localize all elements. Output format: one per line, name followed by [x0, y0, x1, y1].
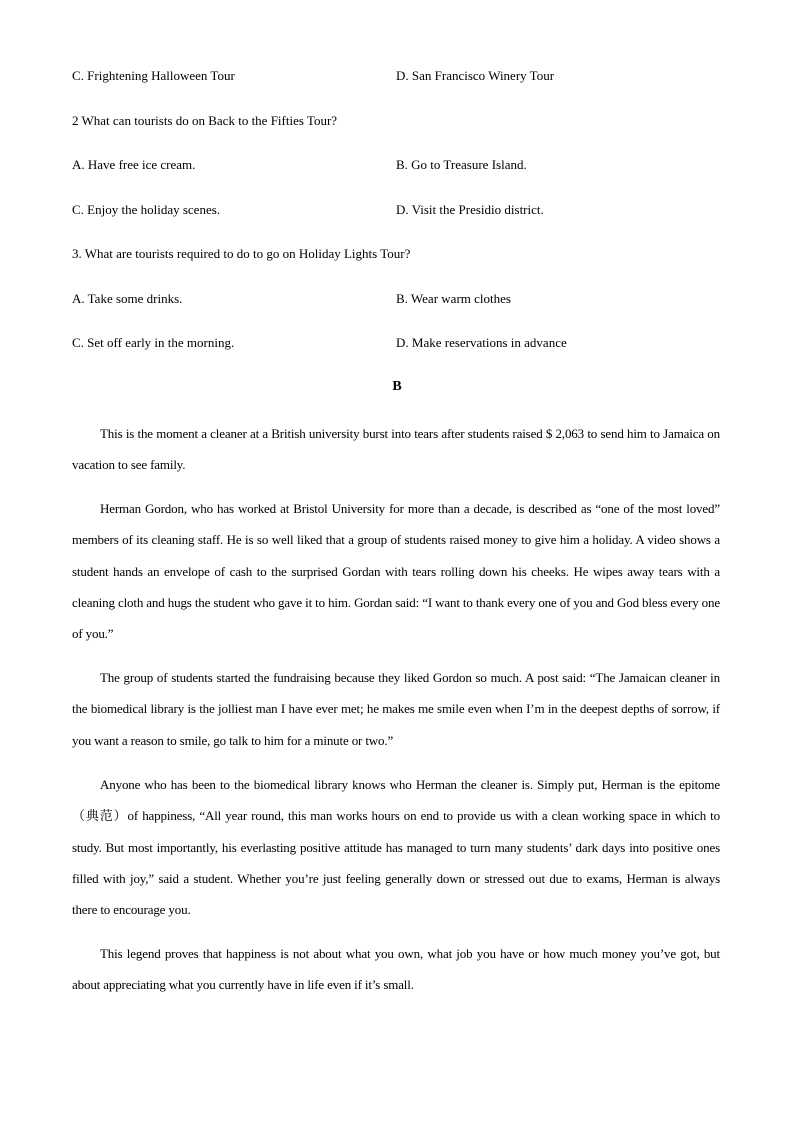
- paragraph-4: Anyone who has been to the biomedical library knows who Herman the cleaner is. Simply put, Herman is the epitome（典范）of happiness, “All year round, this man works hours on end to provide us with a clean working space in which to study. But most importantly, his everlasting positive attitude has managed to turn many students’ dark days into positive ones filled with joy,” said a student. Whether you’re just feeling generally down or stressed out due to exams, Herman is always there to encourage you.: [72, 777, 720, 918]
- q3-question-row: [72, 244, 722, 264]
- q1-options-row-cd: [72, 66, 722, 86]
- section-b-title: B: [392, 379, 402, 394]
- q3-options-row-cd: [72, 333, 722, 353]
- q1-option-c: C. Frightening Halloween Tour: [72, 68, 235, 83]
- q2-options-row-cd: [72, 200, 722, 220]
- q3-option-b: B. Wear warm clothes: [396, 291, 511, 306]
- q3-options-row-ab: [72, 289, 722, 309]
- q3-option-c: C. Set off early in the morning.: [72, 335, 235, 350]
- paragraph-2: Herman Gordon, who has worked at Bristol University for more than a decade, is described as “one of the most loved” members of its cleaning staff. He is so well liked that a group of students raised money to give him a holiday. A video shows a student hands an envelope of cash to the surprised Gordan with tears rolling down his cheeks. He wipes away tears with a cleaning cloth and hugs the student who gave it to him. Gordan said: “I want to thank every one of you and God bless every one of you.”: [72, 501, 720, 642]
- q3-question: 3. What are tourists required to do to go on Holiday Lights Tour?: [72, 246, 411, 261]
- paragraph-1: This is the moment a cleaner at a British university burst into tears after students raised $ 2,063 to send him to Jamaica on vacation to see family.: [72, 426, 720, 473]
- q2-question-row: [72, 111, 722, 131]
- q2-option-d: D. Visit the Presidio district.: [396, 202, 544, 217]
- paragraph-5: This legend proves that happiness is not about what you own, what job you have or how much money you’ve got, but about appreciating what you currently have in life even if it’s small.: [72, 946, 720, 993]
- q3-option-d: D. Make reservations in advance: [396, 335, 567, 350]
- q3-option-a: A. Take some drinks.: [72, 291, 183, 306]
- q1-option-d: D. San Francisco Winery Tour: [396, 68, 555, 83]
- q2-option-b: B. Go to Treasure Island.: [396, 157, 527, 172]
- q2-options-row-ab: [72, 155, 722, 175]
- q2-question: 2 What can tourists do on Back to the Fifties Tour?: [72, 113, 338, 128]
- paragraph-3: The group of students started the fundraising because they liked Gordon so much. A post said: “The Jamaican cleaner in the biomedical library is the jolliest man I have ever met; he makes me smile even when I’m in the deepest depths of sorrow, if you want a reason to smile, go talk to him for a minute or two.”: [72, 670, 720, 748]
- q2-option-c: C. Enjoy the holiday scenes.: [72, 202, 221, 217]
- q2-option-a: A. Have free ice cream.: [72, 157, 196, 172]
